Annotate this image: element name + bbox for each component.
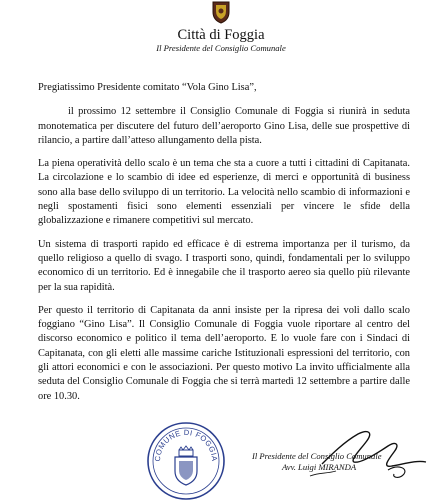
paragraph-2: La piena operatività dello scalo è un tema che sta a cuore a tutti i cittadini di Capitanata. La circolazione e lo scambio di idee ed esperienze, di merci e opportunità di business sono alla base dello sviluppo di un territorio. La velocità nello scambio di informazioni e negli spostamenti fisici sono elementi essenziali per vincere le sfide della globalizzazione e rimanere competitivi sul mercato. [38,158,410,227]
salutation: Pregiatissimo Presidente comitato “Vola Gino Lisa”, [38,82,257,93]
svg-text:COMUNE DI FOGGIA: COMUNE DI FOGGIA [152,427,220,462]
official-seal-stamp [146,421,226,501]
paragraph-1: il prossimo 12 settembre il Consiglio Comunale di Foggia si riunirà in seduta monotematica per discutere del futuro dell’aeroporto Gino Lisa, delle sue prospettive di rilancio, a partire dall’atteso allungamento della pista. [38,106,410,146]
paragraph-3: Un sistema di trasporti rapido ed efficace è di estrema importanza per il turismo, da quello religioso a quello di svago. I trasporti sono, quindi, fondamentali per lo sviluppo economico di un territorio. Ed è innegabile che il trasporto aereo sia quello più rilevante per la sua rapidità. [38,238,410,293]
city-title: Città di Foggia [177,27,265,43]
city-crest-icon [209,0,233,24]
letter-body [38,81,410,413]
signatory-name: Avv. Luigi MIRANDA [282,462,357,472]
paragraph-4: Per questo il territorio di Capitanata da anni insiste per la ripresa dei voli dallo scalo foggiano “Gino Lisa”. Il Consiglio Comunale di Foggia vuole riportare al centro del discorso economico e politico il tema dell’aeroporto. E lo vuole fare con i Sindaci di Capitanata, con gli eletti alle massime cariche Istituzionali espressioni del territorio, con gli attori economici e con le associazioni. Per questo motivo La invito ufficialmente alla seduta del Consiglio Comunale di Foggia che si terrà martedì 12 settembre a partire dalle ore 10.30. [38,304,410,402]
signature-title: Il Presidente del Consiglio Comunale [252,451,382,461]
office-subtitle: Il Presidente del Consiglio Comunale [156,43,286,53]
